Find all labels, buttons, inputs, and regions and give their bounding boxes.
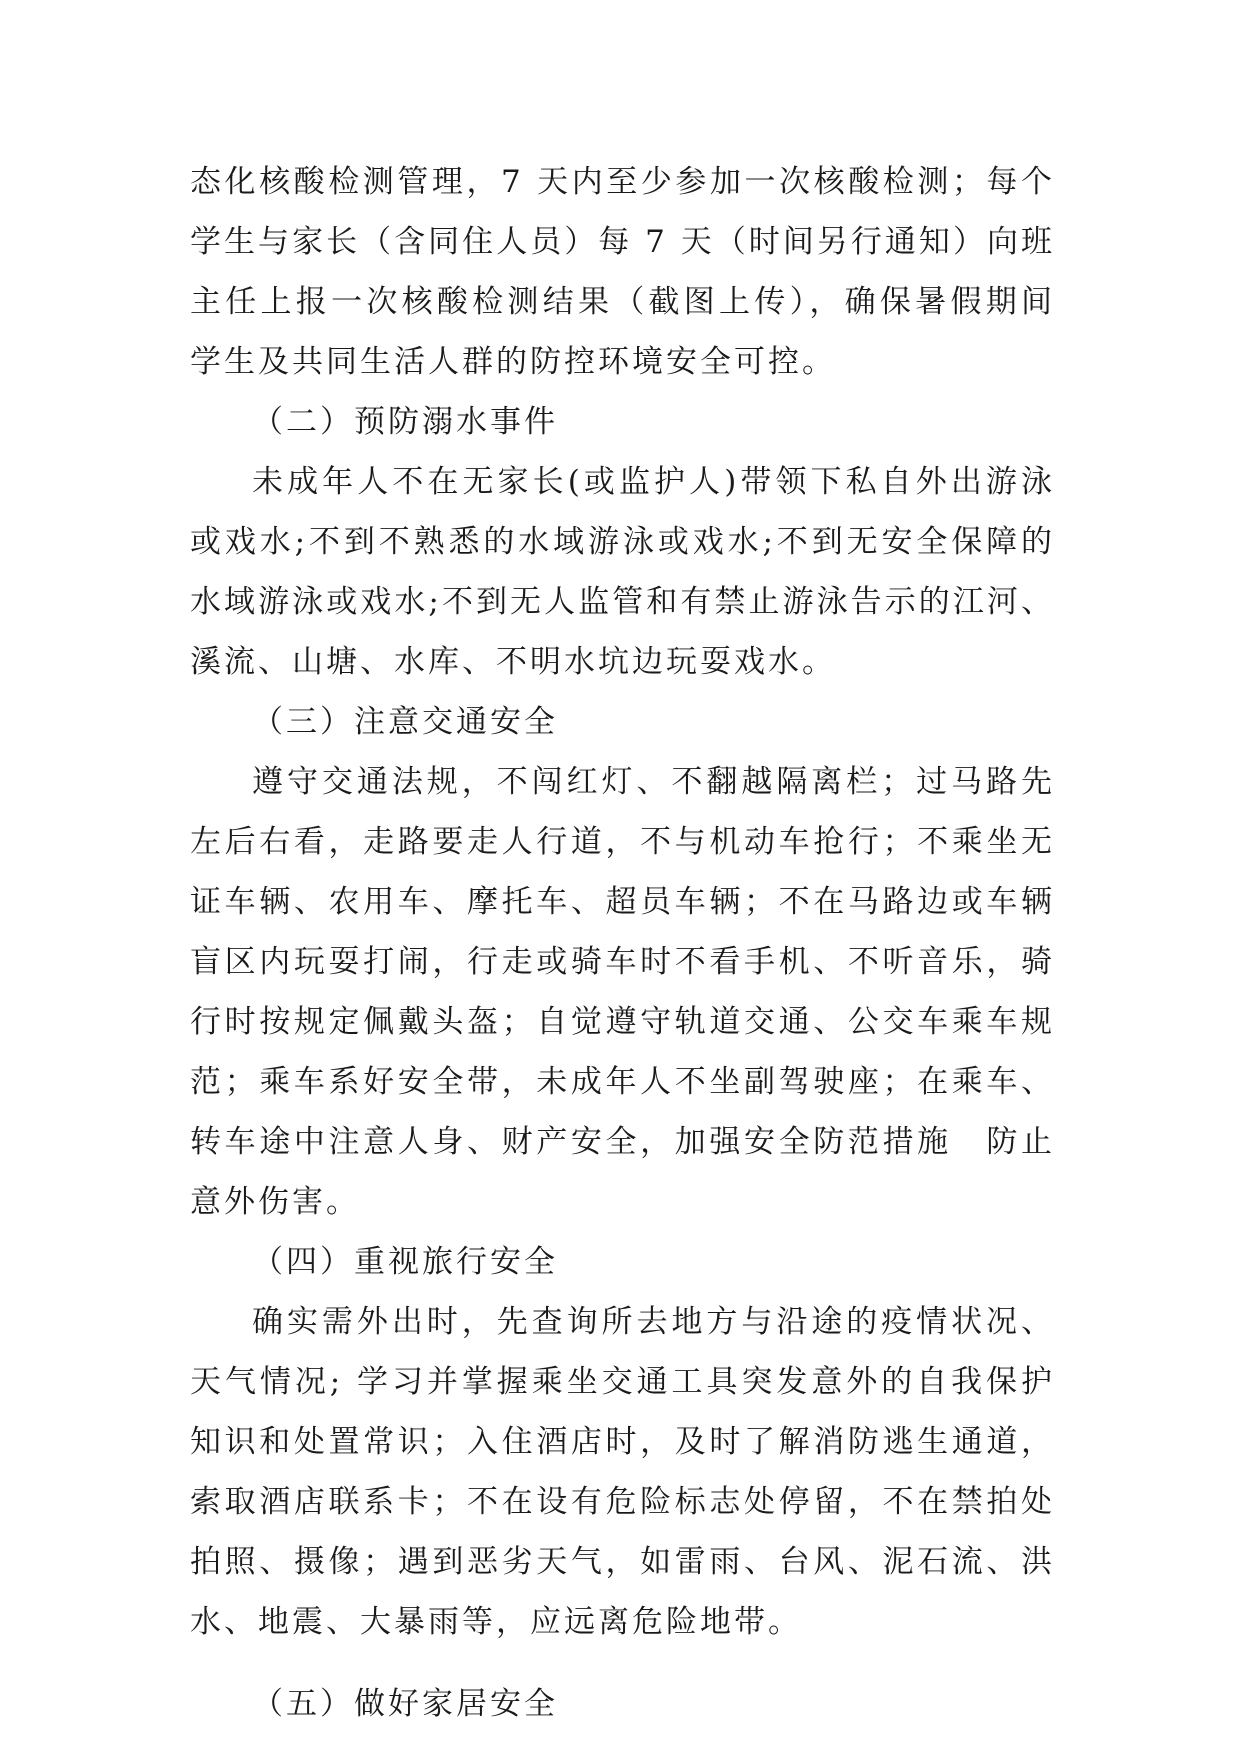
paragraph-travel-safety: 确实需外出时，先查询所去地方与沿途的疫情状况、天气情况; 学习并掌握乘坐交通工具突发意外的自我保护知识和处置常识；入住酒店时，及时了解消防逃生通道，索取酒店联系卡；不在设有危险标志处停留，不在禁拍处拍照、摄像；遇到恶劣天气，如雷雨、台风、泥石流、洪水、地震、大暴雨等，应远离危险地带。 [190, 1304, 1055, 1640]
heading-traffic-safety: （三）注意交通安全 [252, 704, 558, 740]
paragraph-covid-testing: 态化核酸检测管理，7 天内至少参加一次核酸检测；每个学生与家长（含同住人员）每 7 天（时间另行通知）向班主任上报一次核酸检测结果（截图上传），确保暑假期间学生及共同生活人群的防控环境安全可控。 [190, 164, 1055, 380]
paragraph-traffic-safety: 遵守交通法规，不闯红灯、不翻越隔离栏；过马路先左后右看，走路要走人行道，不与机动车抢行；不乘坐无证车辆、农用车、摩托车、超员车辆；不在马路边或车辆盲区内玩耍打闹，行走或骑车时不看手机、不听音乐，骑行时按规定佩戴头盔；自觉遵守轨道交通、公交车乘车规范；乘车系好安全带，未成年人不坐副驾驶座；在乘车、转车途中注意人身、财产安全，加强安全防范措施 防止意外伤害。 [190, 764, 1055, 1220]
heading-travel-safety: （四）重视旅行安全 [252, 1244, 558, 1280]
heading-drowning-prevention: （二）预防溺水事件 [252, 404, 558, 440]
document-body [190, 152, 1055, 1734]
heading-home-safety: （五）做好家居安全 [252, 1686, 558, 1722]
paragraph-drowning-prevention: 未成年人不在无家长(或监护人)带领下私自外出游泳或戏水;不到不熟悉的水域游泳或戏水;不到无安全保障的水域游泳或戏水;不到无人监管和有禁止游泳告示的江河、溪流、山塘、水库、不明水坑边玩耍戏水。 [190, 464, 1055, 680]
